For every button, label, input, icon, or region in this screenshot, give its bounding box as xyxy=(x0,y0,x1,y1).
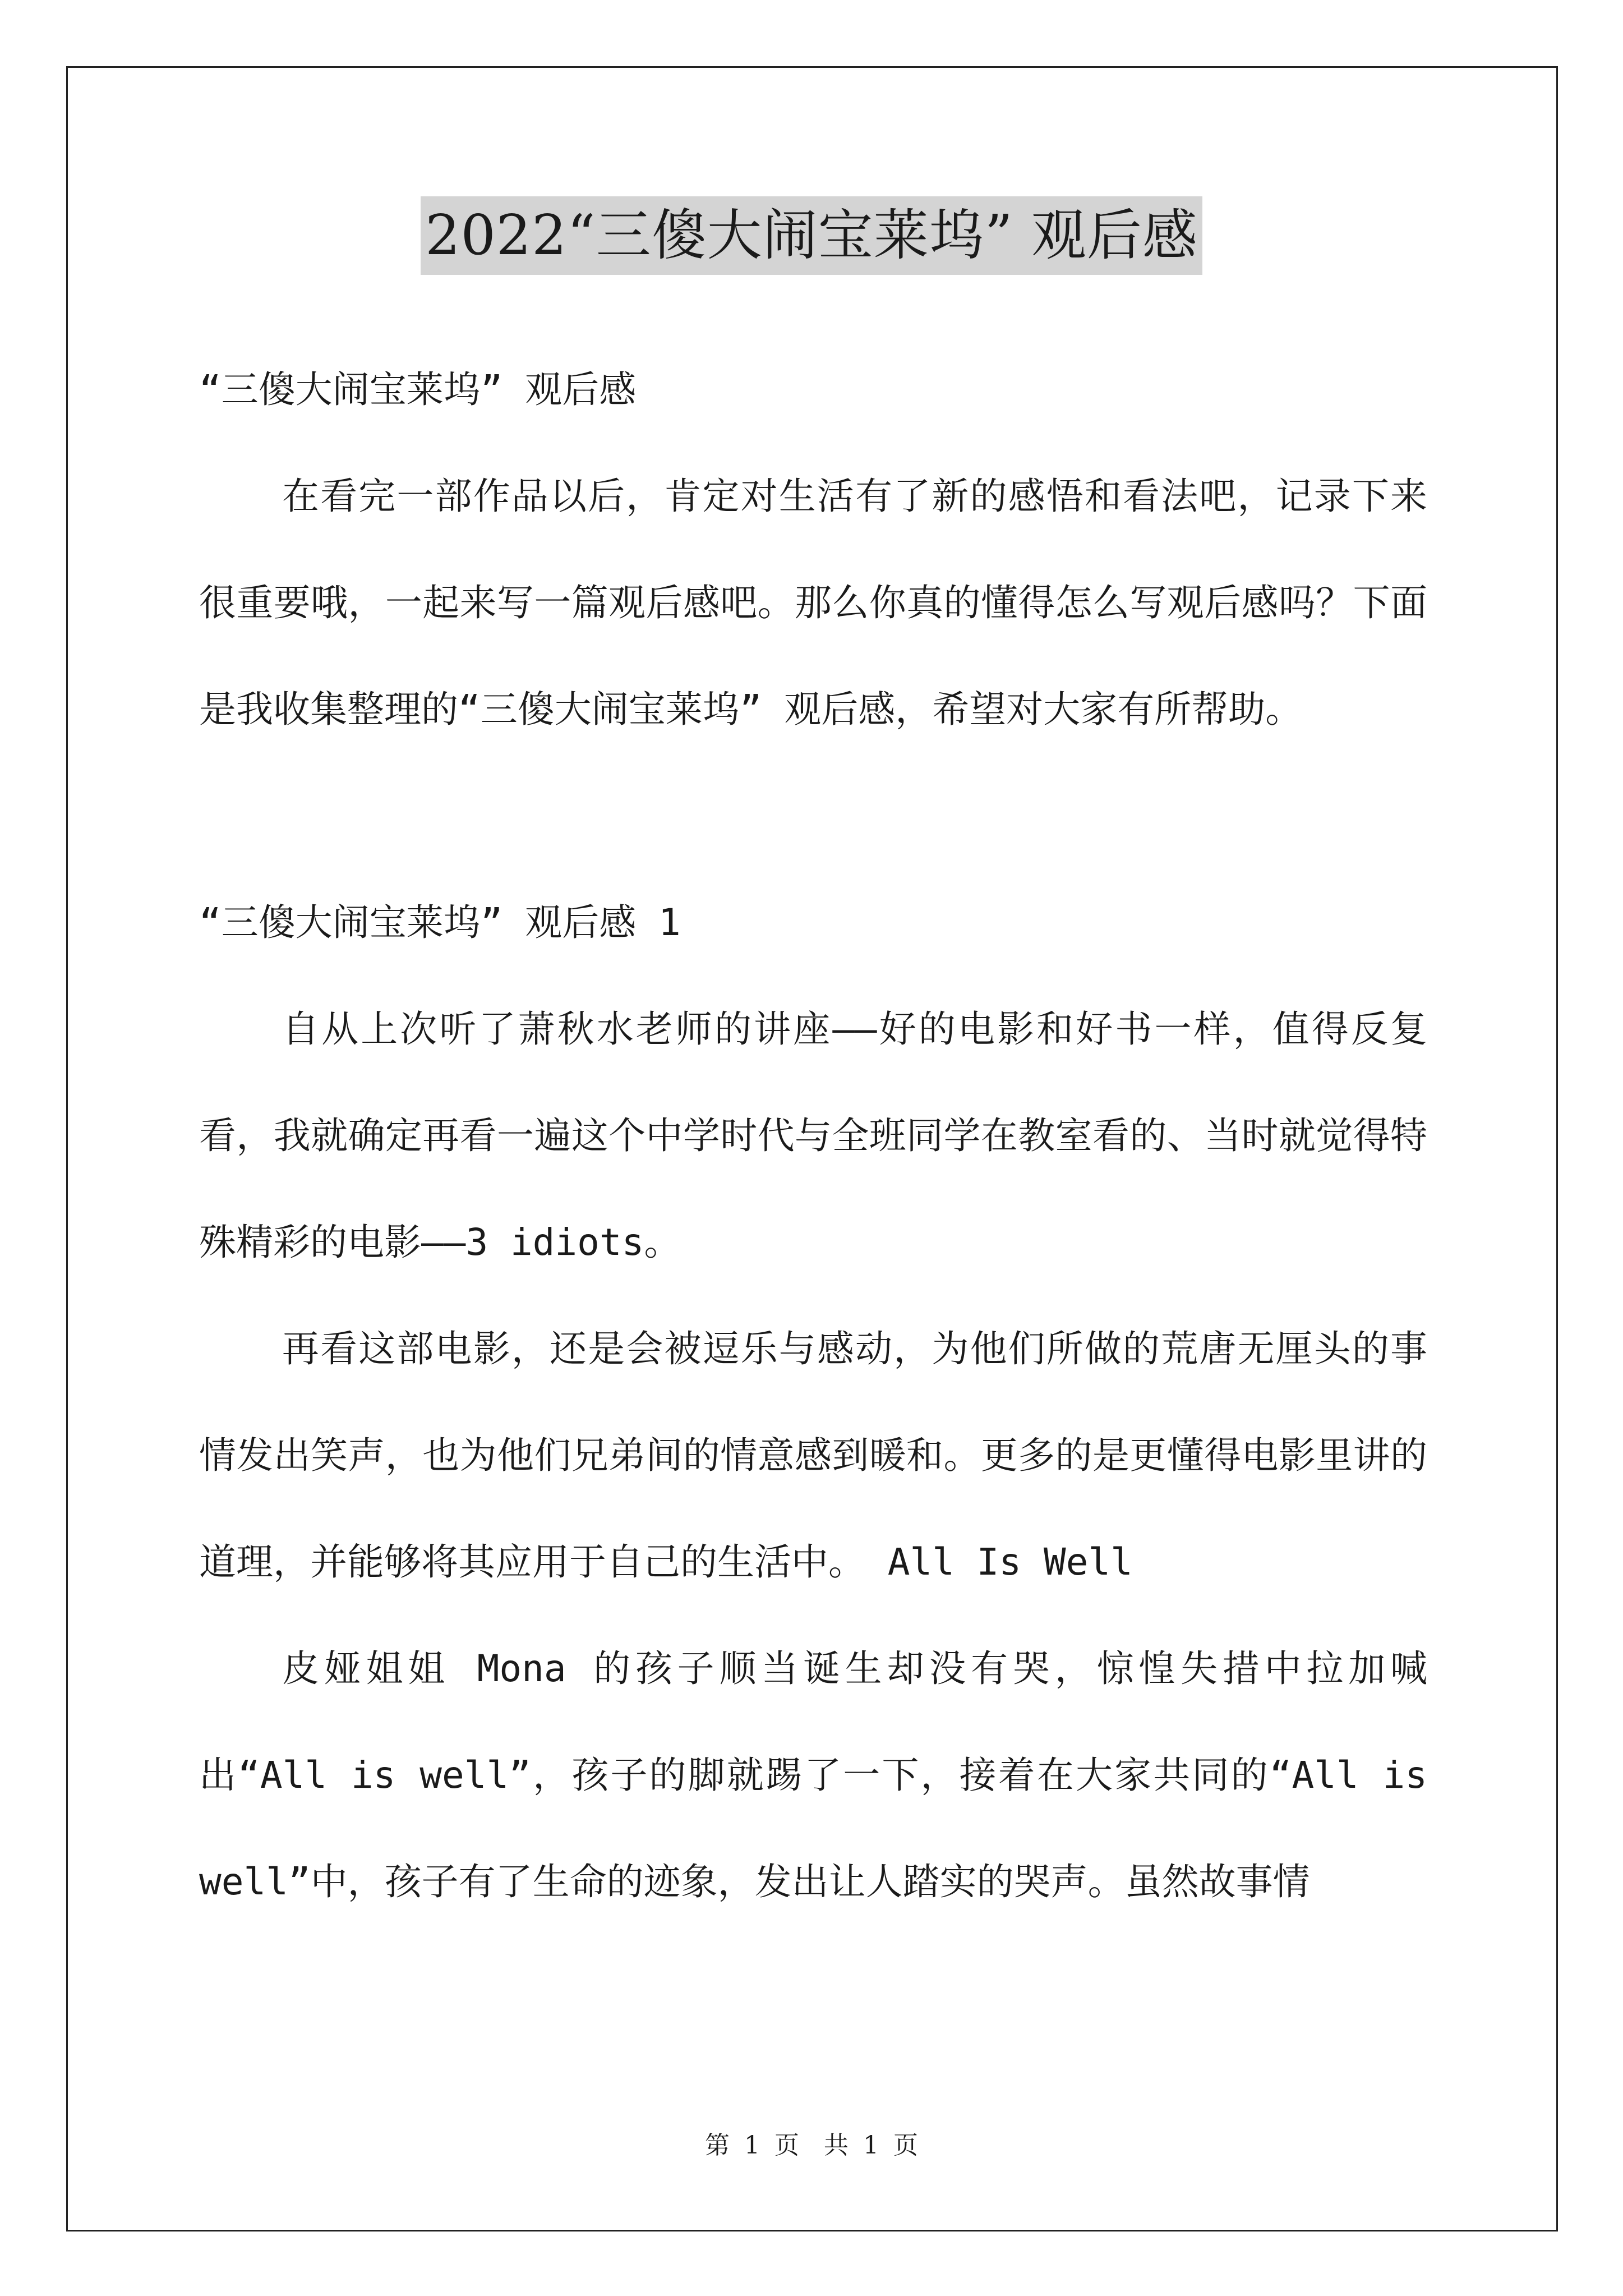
intro-heading: “三傻大闹宝莱坞” 观后感 xyxy=(199,368,637,411)
section1-heading: “三傻大闹宝莱坞” 观后感 1 xyxy=(199,901,681,944)
section1-paragraph-2: 再看这部电影，还是会被逗乐与感动，为他们所做的荒唐无厘头的事情发出笑声，也为他们兄弟间的情意感到暖和。更多的是更懂得电影里讲的道理，并能够将其应用于自己的生活中。 All Is Well xyxy=(199,1327,1427,1584)
title-container xyxy=(0,196,1623,275)
intro-paragraph: 在看完一部作品以后，肯定对生活有了新的感悟和看法吧，记录下来很重要哦，一起来写一篇观后感吧。那么你真的懂得怎么写观后感吗？下面是我收集整理的“三傻大闹宝莱坞” 观后感，希望对大家有所帮助。 xyxy=(199,475,1427,731)
document-title: 2022“三傻大闹宝莱坞” 观后感 xyxy=(421,196,1202,275)
page-footer: 第 1 页 共 1 页 xyxy=(705,2131,918,2160)
document-body xyxy=(199,337,1427,1935)
section1-paragraph-3: 皮娅姐姐 Mona 的孩子顺当诞生却没有哭，惊惶失措中拉加喊出“All is well”，孩子的脚就踢了一下，接着在大家共同的“All is well”中，孩子有了生命的迹象，发出让人踏实的哭声。虽然故事情 xyxy=(199,1647,1427,1903)
section1-paragraph-1: 自从上次听了萧秋水老师的讲座——好的电影和好书一样，值得反复看，我就确定再看一遍这个中学时代与全班同学在教室看的、当时就觉得特殊精彩的电影——3 idiots。 xyxy=(199,1007,1427,1264)
section-spacer xyxy=(199,763,1427,869)
